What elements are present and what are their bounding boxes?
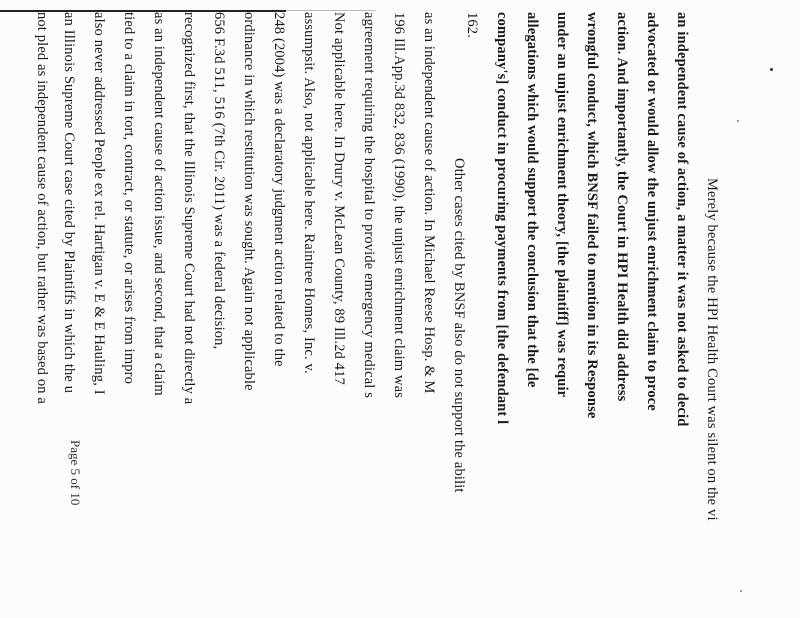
text-line: Other cases cited by BNSF also do not support the abilit	[451, 158, 467, 493]
text-line: an Illinois Supreme Court case cited by Plaintiffs in which the u	[61, 12, 77, 394]
text-line: also never addressed People ex rel. Hartigan v. E & E Hauling, I	[91, 12, 107, 395]
text-line: as an independent cause of action issue, and second, that a claim	[151, 12, 167, 396]
text-line: advocated or would allow the unjust enrichment claim to proce	[644, 12, 660, 411]
text-line: ordinance in which restitution was sought. Again not applicable	[241, 12, 257, 391]
page-footer: Page 5 of 10	[68, 440, 83, 506]
text-line: 656 F.3d 511, 516 (7th Cir. 2011) was a federal decision,	[211, 12, 227, 350]
text-line: Merely because the HPI Health Court was silent on the vi	[704, 178, 720, 521]
text-line: agreement requiring the hospital to provide emergency medical s	[361, 12, 377, 399]
text-line: 196 Ill.App.3d 832, 836 (1990), the unjust enrichment claim was	[391, 12, 407, 398]
text-line: assumpsit. Also, not applicable here. Raintree Homes, Inc. v.	[301, 12, 317, 374]
text-line: tied to a claim in tort, contract, or statute, or arises from impro	[121, 12, 137, 385]
text-line: allegations which would support the conclusion that the [de	[524, 12, 540, 388]
text-line: action. And importantly, the Court in HPI Health did address	[614, 12, 630, 402]
text-line: 162.	[464, 12, 480, 38]
text-line: not pled as independent cause of action, but rather was based on a	[34, 12, 50, 405]
text-line: recognized first, that the Illinois Supreme Court had not directly a	[181, 12, 197, 405]
text-line: under an unjust enrichment theory, [the plaintiff] was requir	[554, 12, 570, 398]
text-line: company's] conduct in procuring payments from [the defendant l	[494, 12, 510, 425]
text-line: wrongful conduct, which BNSF failed to mention in its Response	[584, 12, 600, 419]
text-line: an independent cause of action, a matter it was not asked to decid	[674, 12, 690, 427]
text-line: as an independent cause of action. In Michael Reese Hosp. & M	[421, 12, 437, 394]
text-line: 248 (2004) was a declaratory judgment action related to the	[271, 12, 287, 367]
text-line: Not applicable here. In Drury v. McLean County, 89 Ill.2d 417	[331, 12, 347, 385]
